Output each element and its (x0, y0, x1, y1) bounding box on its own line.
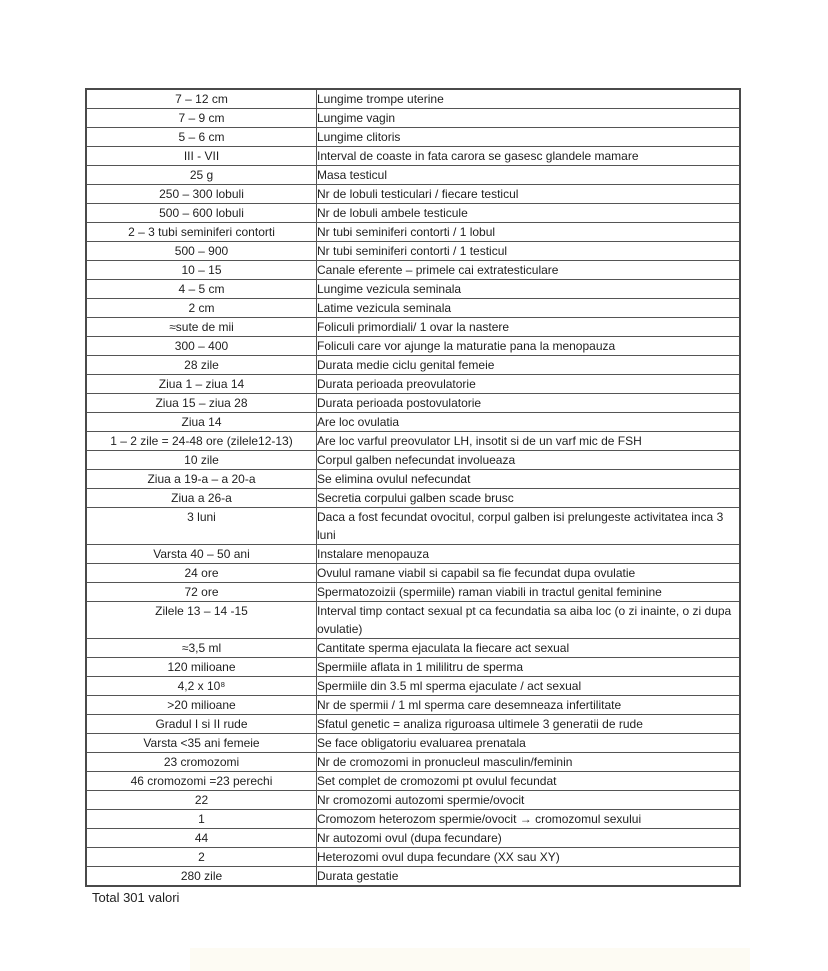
table-row (86, 204, 740, 223)
value-cell: >20 milioane (86, 696, 317, 715)
description-cell: Nr de lobuli ambele testicule (317, 204, 741, 223)
table-row (86, 147, 740, 166)
value-cell: Ziua 1 – ziua 14 (86, 375, 317, 394)
description-cell: Spermatozoizii (spermiile) raman viabili in tractul genital feminine (317, 583, 741, 602)
description-cell: Foliculi care vor ajunge la maturatie pana la menopauza (317, 337, 741, 356)
value-cell: 280 zile (86, 867, 317, 887)
table-body (86, 89, 740, 886)
value-cell: 500 – 600 lobuli (86, 204, 317, 223)
value-cell: 4,2 x 10⁸ (86, 677, 317, 696)
table-row (86, 829, 740, 848)
table-row (86, 810, 740, 829)
table-row (86, 545, 740, 564)
table-row (86, 394, 740, 413)
value-cell: Varsta 40 – 50 ani (86, 545, 317, 564)
description-cell: Nr de cromozomi in pronucleul masculin/feminin (317, 753, 741, 772)
value-cell: 10 – 15 (86, 261, 317, 280)
table-row (86, 715, 740, 734)
value-cell: 2 cm (86, 299, 317, 318)
description-cell: Lungime clitoris (317, 128, 741, 147)
value-cell: ≈sute de mii (86, 318, 317, 337)
description-cell: Nr tubi seminiferi contorti / 1 lobul (317, 223, 741, 242)
description-cell: Nr tubi seminiferi contorti / 1 testicul (317, 242, 741, 261)
description-cell: Daca a fost fecundat ovocitul, corpul galben isi prelungeste activitatea inca 3 luni (317, 508, 741, 545)
value-cell: 4 – 5 cm (86, 280, 317, 299)
description-cell: Cantitate sperma ejaculata la fiecare act sexual (317, 639, 741, 658)
table-row (86, 413, 740, 432)
description-cell: Lungime trompe uterine (317, 89, 741, 109)
table-row (86, 658, 740, 677)
value-cell: Ziua a 26-a (86, 489, 317, 508)
description-cell: Sfatul genetic = analiza riguroasa ultimele 3 generatii de rude (317, 715, 741, 734)
table-row (86, 128, 740, 147)
description-cell: Se elimina ovulul nefecundat (317, 470, 741, 489)
value-cell: 5 – 6 cm (86, 128, 317, 147)
table-row (86, 470, 740, 489)
description-cell: Cromozom heterozom spermie/ovocit → cromozomul sexului (317, 810, 741, 829)
value-cell: 24 ore (86, 564, 317, 583)
table-row (86, 734, 740, 753)
description-cell: Corpul galben nefecundat involueaza (317, 451, 741, 470)
description-cell: Nr de spermii / 1 ml sperma care desemneaza infertilitate (317, 696, 741, 715)
description-cell: Ovulul ramane viabil si capabil sa fie fecundat dupa ovulatie (317, 564, 741, 583)
table-row (86, 318, 740, 337)
page-bottom-shade (190, 948, 750, 971)
values-table (85, 88, 741, 887)
value-cell: 23 cromozomi (86, 753, 317, 772)
description-cell: Nr autozomi ovul (dupa fecundare) (317, 829, 741, 848)
value-cell: Ziua a 19-a – a 20-a (86, 470, 317, 489)
table-row (86, 791, 740, 810)
table-row (86, 639, 740, 658)
description-cell: Interval de coaste in fata carora se gasesc glandele mamare (317, 147, 741, 166)
table-row (86, 564, 740, 583)
description-cell: Durata perioada preovulatorie (317, 375, 741, 394)
table-row (86, 867, 740, 887)
table-row (86, 451, 740, 470)
table-row (86, 583, 740, 602)
table-row (86, 753, 740, 772)
value-cell: 22 (86, 791, 317, 810)
description-cell: Durata perioada postovulatorie (317, 394, 741, 413)
value-cell: 28 zile (86, 356, 317, 375)
description-cell: Spermiile din 3.5 ml sperma ejaculate / act sexual (317, 677, 741, 696)
description-cell: Are loc ovulatia (317, 413, 741, 432)
table-row (86, 166, 740, 185)
table-row (86, 337, 740, 356)
description-cell: Lungime vezicula seminala (317, 280, 741, 299)
table-row (86, 696, 740, 715)
description-cell: Foliculi primordiali/ 1 ovar la nastere (317, 318, 741, 337)
value-cell: 1 (86, 810, 317, 829)
description-cell: Set complet de cromozomi pt ovulul fecundat (317, 772, 741, 791)
value-cell: 46 cromozomi =23 perechi (86, 772, 317, 791)
value-cell: 2 – 3 tubi seminiferi contorti (86, 223, 317, 242)
table-row (86, 280, 740, 299)
value-cell: 2 (86, 848, 317, 867)
value-cell: 300 – 400 (86, 337, 317, 356)
description-cell: Instalare menopauza (317, 545, 741, 564)
table-row (86, 299, 740, 318)
value-cell: Gradul I si II rude (86, 715, 317, 734)
value-cell: 10 zile (86, 451, 317, 470)
value-cell: 120 milioane (86, 658, 317, 677)
table-row (86, 89, 740, 109)
description-cell: Interval timp contact sexual pt ca fecundatia sa aiba loc (o zi inainte, o zi dupa ovulatie) (317, 602, 741, 639)
table-row (86, 375, 740, 394)
value-cell: 1 – 2 zile = 24-48 ore (zilele12-13) (86, 432, 317, 451)
value-cell: 25 g (86, 166, 317, 185)
table-row (86, 109, 740, 128)
value-cell: ≈3,5 ml (86, 639, 317, 658)
description-cell: Se face obligatoriu evaluarea prenatala (317, 734, 741, 753)
description-cell: Lungime vagin (317, 109, 741, 128)
value-cell: 3 luni (86, 508, 317, 545)
table-row (86, 242, 740, 261)
table-row (86, 223, 740, 242)
value-cell: 72 ore (86, 583, 317, 602)
table-row (86, 772, 740, 791)
description-cell: Durata medie ciclu genital femeie (317, 356, 741, 375)
value-cell: Varsta <35 ani femeie (86, 734, 317, 753)
description-cell: Canale eferente – primele cai extratesticulare (317, 261, 741, 280)
value-cell: Ziua 14 (86, 413, 317, 432)
description-cell: Masa testicul (317, 166, 741, 185)
table-row (86, 356, 740, 375)
value-cell: 7 – 12 cm (86, 89, 317, 109)
total-label: Total 301 valori (92, 890, 180, 905)
table-row (86, 677, 740, 696)
value-cell: III - VII (86, 147, 317, 166)
table-row (86, 508, 740, 545)
description-cell: Nr de lobuli testiculari / fiecare testicul (317, 185, 741, 204)
description-cell: Durata gestatie (317, 867, 741, 887)
table-row (86, 489, 740, 508)
description-cell: Latime vezicula seminala (317, 299, 741, 318)
table-row (86, 432, 740, 451)
description-cell: Are loc varful preovulator LH, insotit si de un varf mic de FSH (317, 432, 741, 451)
value-cell: Zilele 13 – 14 -15 (86, 602, 317, 639)
description-cell: Spermiile aflata in 1 mililitru de sperma (317, 658, 741, 677)
value-cell: 250 – 300 lobuli (86, 185, 317, 204)
description-cell: Secretia corpului galben scade brusc (317, 489, 741, 508)
description-cell: Nr cromozomi autozomi spermie/ovocit (317, 791, 741, 810)
value-cell: Ziua 15 – ziua 28 (86, 394, 317, 413)
table-row (86, 602, 740, 639)
value-cell: 7 – 9 cm (86, 109, 317, 128)
value-cell: 500 – 900 (86, 242, 317, 261)
table-row (86, 185, 740, 204)
table-row (86, 848, 740, 867)
description-cell: Heterozomi ovul dupa fecundare (XX sau XY) (317, 848, 741, 867)
table-row (86, 261, 740, 280)
value-cell: 44 (86, 829, 317, 848)
